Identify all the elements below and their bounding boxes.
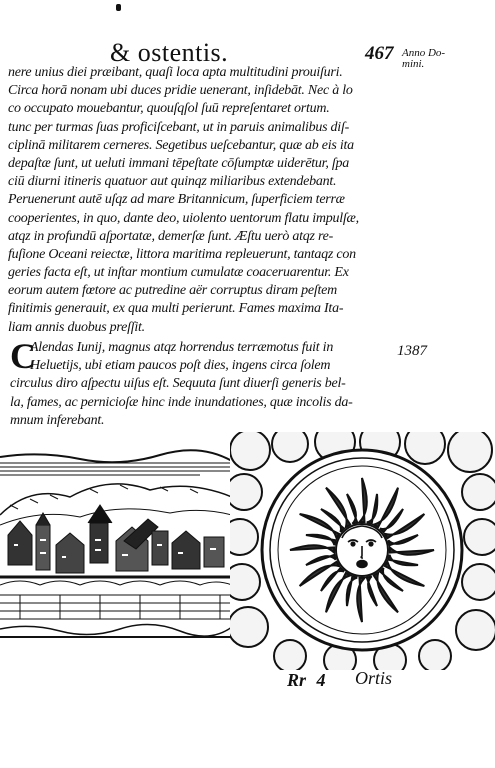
text-line: depaſtæ ſunt, ut ueluti immani tēpeſtate cōſumptæ uiderētur, ſpa (8, 155, 349, 171)
margin-note-line: Anno Do- (402, 47, 446, 59)
text-line: ciū diurni itineris quatuor aut quinqz miliaribus extendebant. (8, 174, 337, 190)
text-line: Peruenerunt autē uſqz ad mare Britannicum, ſuperficiem terræ (8, 192, 345, 208)
text-line: eorum autem fœtore ac putredine aër corruptus diram peſtem (8, 283, 337, 299)
text-line: mnum inferebant. (10, 412, 105, 428)
text-line: nere unius diei præibant, quaſi loca apta multitudini prouiſuri. (8, 65, 343, 80)
text-line: Circa horā nonam ubi duces pridie uenerant, inſidebāt. Nec à lo (8, 83, 353, 99)
paragraph-1 (8, 64, 398, 337)
town-woodcut (0, 445, 232, 645)
text-line: Heluetijs, ubi etiam paucos poſt dies, ingens circa ſolem (30, 358, 331, 374)
margin-note (402, 48, 462, 70)
text-line: geries facta eſt, ut inſtar montium cumulatæ coaceruarentur. Ex (8, 265, 349, 281)
text-line: circulus diro aſpectu uiſus eſt. Sequuta ſunt diuerſi generis bel- (10, 376, 346, 392)
catchword: Ortis (355, 668, 393, 688)
text-line: atqz in profundū aſportatæ, demerſæ ſunt. Æſtu uerò atqz re- (8, 228, 334, 244)
margin-note-line: mini. (402, 58, 425, 70)
text-line: la, fames, ac pernicioſæ hinc inde inundationes, quæ incolis da- (10, 394, 353, 410)
signature-mark: Rr 4 (287, 670, 326, 690)
drop-initial: C (10, 336, 36, 376)
text-line: tunc per turmas ſuas proficiſcebant, ut in paruis animalibus diſ- (8, 119, 350, 135)
text-line: ciplinā militarem cerneres. Segetibus ueſcebantur, quæ ab eis ita (8, 137, 354, 153)
running-head: & ostentis. (110, 38, 229, 67)
page-number: 467 (365, 43, 394, 64)
sun-woodcut-image (230, 432, 495, 670)
text-line: finitimis generauit, ex qua multi perierunt. Fames maxima Ita- (8, 301, 344, 317)
text-line: co occupato mouebantur, quouſqſol ſuū repreſentaret ortum. (8, 101, 330, 117)
margin-year: 1387 (397, 343, 427, 359)
text-line: cooperientes, in quo, dante deo, uiolento uentorum flatu impulſæ, (8, 210, 359, 226)
text-line: fuſione Oceani reiectæ, littora maritima repleuerunt, tantaqz con (8, 246, 356, 262)
text-line: Alendas Iunij, magnus atqz horrendus terræmotus fuit in (30, 340, 334, 355)
paragraph-2 (10, 336, 400, 430)
town-woodcut-image (0, 445, 232, 645)
ink-mark (116, 4, 121, 11)
text-line: liam annis duobus preſſit. (8, 319, 145, 335)
sun-face-woodcut (230, 432, 495, 670)
